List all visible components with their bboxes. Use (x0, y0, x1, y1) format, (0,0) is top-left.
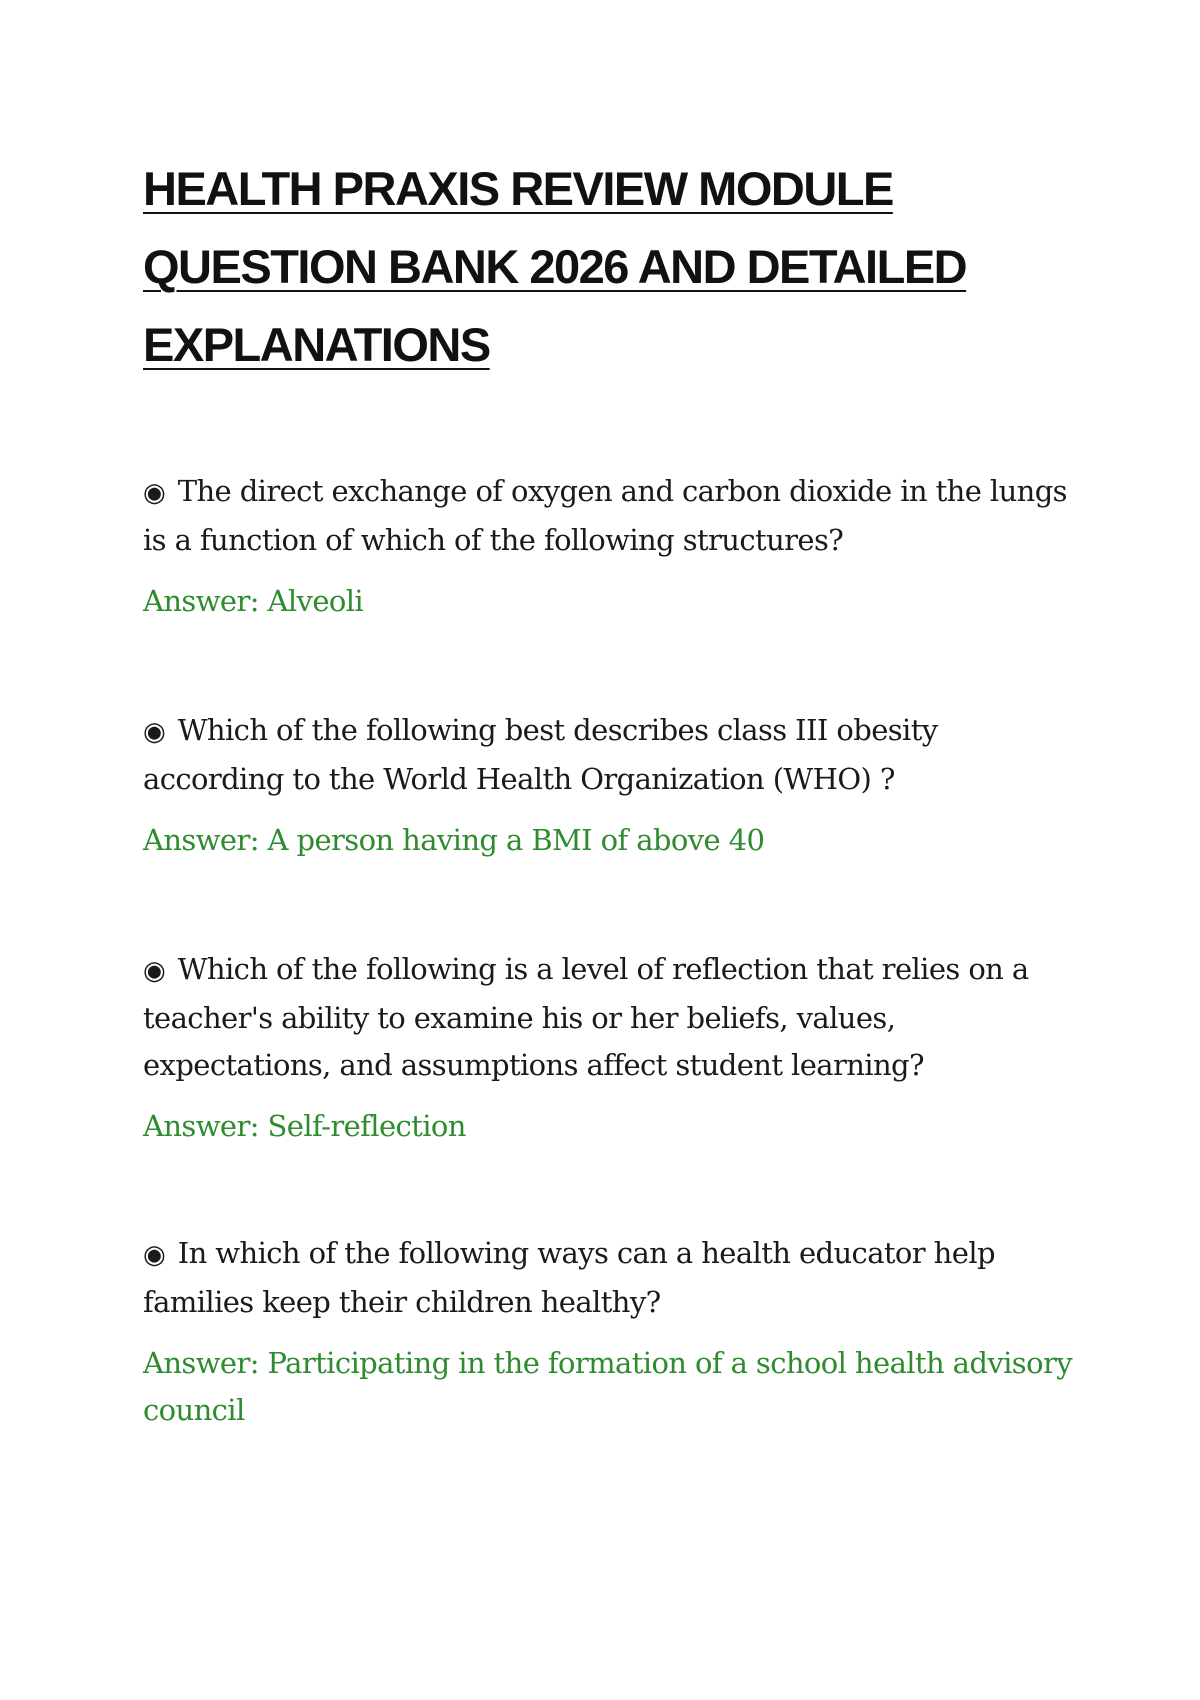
radio-bullet-icon: ◉ (143, 1240, 166, 1270)
qa-item (143, 946, 1083, 1150)
qa-item (143, 707, 1083, 864)
question-text: ◉ Which of the following best describes class III obesity according to the World Health Organization (WHO) ? (143, 713, 938, 796)
radio-bullet-icon: ◉ (143, 717, 166, 747)
document-title (143, 150, 1063, 384)
question-text: ◉ Which of the following is a level of reflection that relies on a teacher's ability to examine his or her beliefs, values, expectations, and assumptions affect student learning? (143, 952, 1029, 1082)
answer-text: Answer: A person having a BMI of above 40 (143, 823, 765, 857)
radio-bullet-icon: ◉ (143, 478, 166, 508)
qa-item (143, 468, 1083, 625)
question-text: ◉ In which of the following ways can a health educator help families keep their children healthy? (143, 1236, 995, 1319)
title-line: EXPLANATIONS (143, 318, 490, 371)
answer-text: Answer: Self-reflection (143, 1109, 466, 1143)
answer-text: Answer: Participating in the formation of a school health advisory council (143, 1346, 1072, 1427)
answer-text: Answer: Alveoli (143, 584, 364, 618)
qa-item (143, 1230, 1083, 1434)
title-line: QUESTION BANK 2026 AND DETAILED (143, 240, 967, 293)
radio-bullet-icon: ◉ (143, 956, 166, 986)
title-line: HEALTH PRAXIS REVIEW MODULE (143, 162, 893, 215)
question-text: ◉ The direct exchange of oxygen and carbon dioxide in the lungs is a function of which of the following structures? (143, 474, 1067, 557)
